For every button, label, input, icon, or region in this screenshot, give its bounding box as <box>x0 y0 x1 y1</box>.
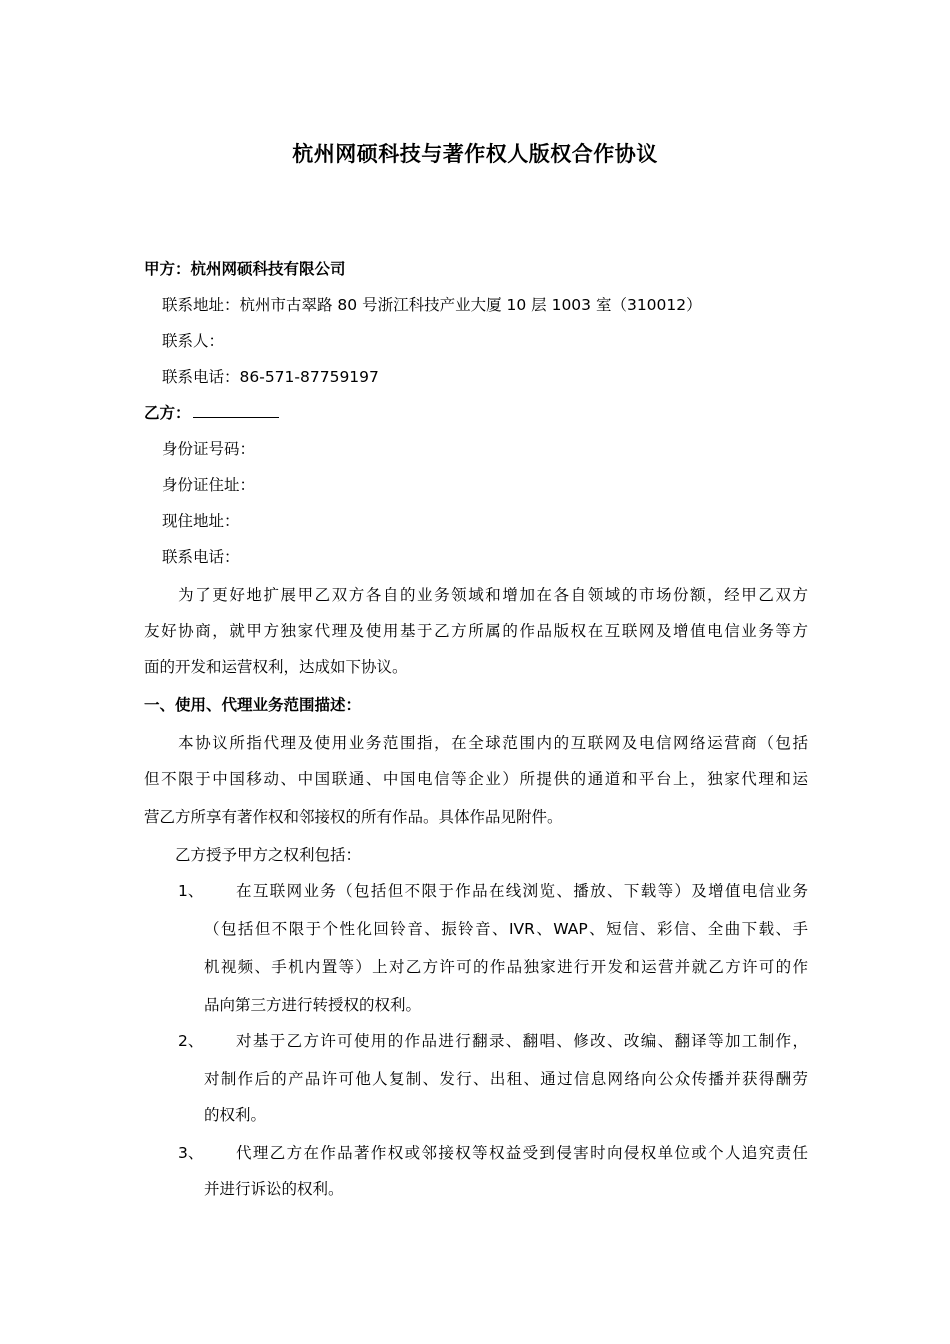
party-b-heading-row <box>144 402 279 424</box>
party-a-address: 联系地址：杭州市古翠路 80 号浙江科技产业大厦 10 层 1003 室（310012） <box>162 296 702 314</box>
document-title: 杭州网硕科技与著作权人版权合作协议 <box>292 142 658 166</box>
section-1-body-line: 但不限于中国移动、中国联通、中国电信等企业）所提供的通道和平台上，独家代理和运 <box>144 770 808 788</box>
item-2-line: 对基于乙方许可使用的作品进行翻录、翻唱、修改、改编、翻译等加工制作， <box>236 1032 808 1050</box>
party-a-contact: 联系人： <box>162 332 225 350</box>
item-1-line: （包括但不限于个性化回铃音、振铃音、IVR、WAP、短信、彩信、全曲下载、手 <box>204 920 808 938</box>
item-3-number: 3、 <box>178 1144 204 1162</box>
intro-line: 友好协商，就甲方独家代理及使用基于乙方所属的作品版权在互联网及增值电信业务等方 <box>144 622 808 640</box>
rights-intro: 乙方授予甲方之权利包括： <box>144 846 362 864</box>
item-2-line: 对制作后的产品许可他人复制、发行、出租、通过信息网络向公众传播并获得酬劳 <box>204 1070 808 1088</box>
item-2-line: 的权利。 <box>204 1106 267 1124</box>
section-1-heading: 一、使用、代理业务范围描述： <box>144 696 362 714</box>
item-2-number: 2、 <box>178 1032 204 1050</box>
party-b-heading: 乙方： <box>144 404 191 422</box>
intro-line: 面的开发和运营权利，达成如下协议。 <box>144 658 408 676</box>
item-1-line: 在互联网业务（包括但不限于作品在线浏览、播放、下载等）及增值电信业务 <box>236 882 808 900</box>
party-b-current-address: 现住地址： <box>162 512 240 530</box>
party-a-phone: 联系电话：86-571-87759197 <box>162 368 379 386</box>
item-3-line: 代理乙方在作品著作权或邻接权等权益受到侵害时向侵权单位或个人追究责任 <box>236 1144 808 1162</box>
item-1-number: 1、 <box>178 882 204 900</box>
party-b-name-blank <box>193 403 279 418</box>
item-3-line: 并进行诉讼的权利。 <box>204 1180 344 1198</box>
item-1-line: 机视频、手机内置等）上对乙方许可的作品独家进行开发和运营并就乙方许可的作 <box>204 958 808 976</box>
party-b-id-number: 身份证号码： <box>162 440 256 458</box>
party-b-phone: 联系电话： <box>162 548 240 566</box>
section-1-body-line: 营乙方所享有著作权和邻接权的所有作品。具体作品见附件。 <box>144 808 563 826</box>
intro-line: 为了更好地扩展甲乙双方各自的业务领域和增加在各自领域的市场份额，经甲乙双方 <box>144 586 808 604</box>
item-1-line: 品向第三方进行转授权的权利。 <box>204 996 422 1014</box>
section-1-body-line: 本协议所指代理及使用业务范围指，在全球范围内的互联网及电信网络运营商（包括 <box>144 734 808 752</box>
party-a-heading: 甲方：杭州网硕科技有限公司 <box>144 260 346 278</box>
party-b-id-address: 身份证住址： <box>162 476 256 494</box>
